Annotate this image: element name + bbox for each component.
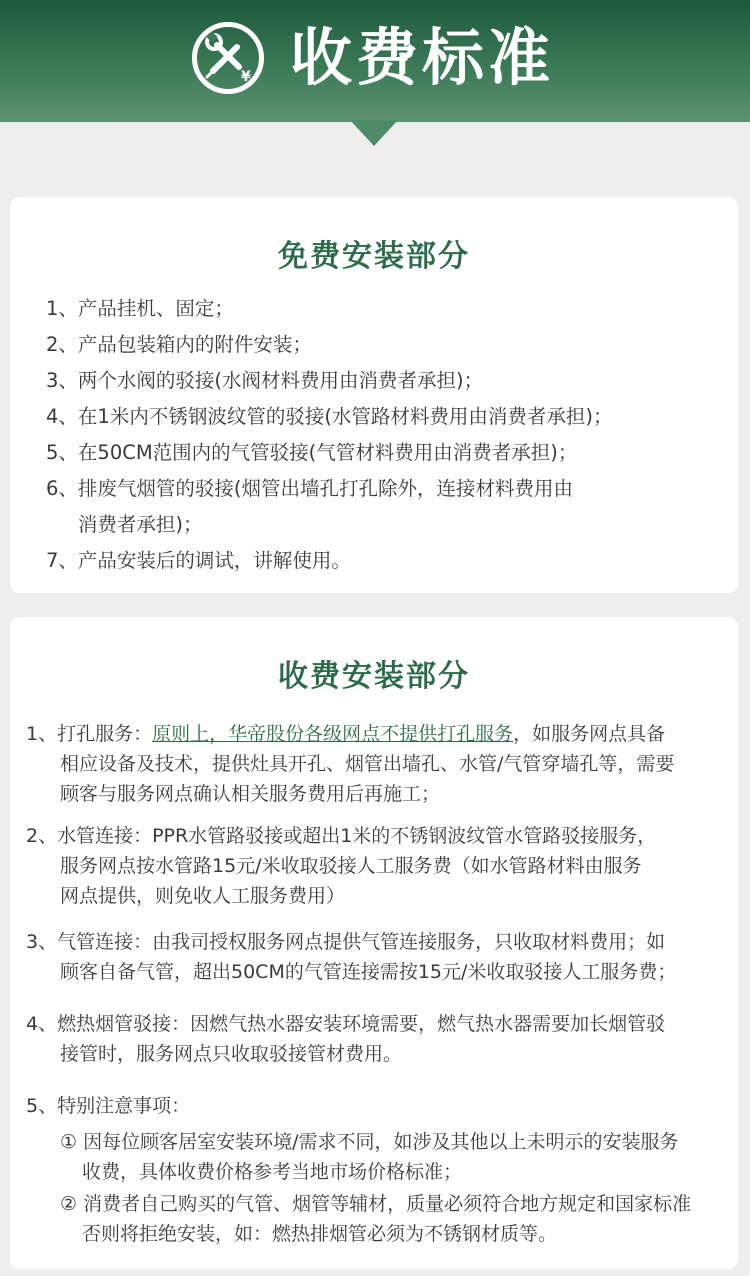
paid-install-card bbox=[10, 617, 738, 1269]
paid-item-line: 3、气管连接：由我司授权服务网点提供气管连接服务，只收取材料费用；如 bbox=[26, 931, 666, 953]
item-number: 6、 bbox=[46, 477, 78, 500]
list-item bbox=[46, 471, 726, 543]
paid-item-flue-pipe bbox=[26, 1009, 726, 1069]
paid-item-line: 4、燃热烟管驳接：因燃气热水器安装环境需要，燃气热水器需要加长烟管驳 bbox=[26, 1013, 666, 1035]
item-text: 在50CM范围内的气管驳接(气管材料费用由消费者承担)； bbox=[77, 441, 578, 464]
paid-item-line: 2、水管连接：PPR水管路驳接或超出1米的不锈钢波纹管水管路驳接服务， bbox=[26, 825, 657, 847]
item-text: 产品包装箱内的附件安装； bbox=[77, 333, 312, 356]
item-text: ，如服务网点具备 bbox=[513, 723, 666, 745]
free-section-title: 免费安装部分 bbox=[278, 239, 470, 274]
list-item bbox=[46, 327, 726, 363]
note-line: 否则将拒绝安装，如：燃热排烟管必须为不锈钢材质等。 bbox=[82, 1223, 558, 1245]
paid-item-line: 顾客自备气管，超出50CM的气管连接需按15元/米收取驳接人工服务费； bbox=[60, 961, 677, 983]
item-number: 7、 bbox=[46, 549, 78, 572]
highlight-text: 原则上，华帝股份各级网点不提供打孔服务 bbox=[152, 723, 514, 745]
paid-item-drilling bbox=[26, 719, 726, 809]
note-line: ② 消费者自己购买的气管、烟管等辅材，质量必须符合地方规定和国家标准 bbox=[60, 1193, 692, 1215]
note-item bbox=[60, 1189, 724, 1249]
header-banner bbox=[0, 0, 750, 122]
free-install-list bbox=[46, 291, 726, 579]
paid-item-line: 顾客与服务网点确认相关服务费用后再施工； bbox=[60, 783, 441, 805]
header-pointer bbox=[350, 120, 398, 146]
list-item bbox=[46, 399, 726, 435]
paid-item-gas-pipe bbox=[26, 927, 726, 987]
item-text-line: 排废气烟管的驳接(烟管出墙孔打孔除外，连接材料费用由 bbox=[77, 477, 574, 500]
paid-item-water-pipe bbox=[26, 821, 726, 911]
page-title: 收费标准 bbox=[290, 21, 555, 94]
paid-item-line: 5、特别注意事项： bbox=[26, 1095, 191, 1117]
item-text: 产品安装后的调试，讲解使用。 bbox=[77, 549, 351, 572]
paid-item-line bbox=[26, 719, 726, 749]
item-text: 两个水阀的驳接(水阀材料费用由消费者承担)； bbox=[77, 369, 484, 392]
free-install-card bbox=[10, 197, 738, 593]
item-prefix: 1、打孔服务： bbox=[26, 723, 153, 745]
note-line: 收费，具体收费价格参考当地市场价格标准； bbox=[82, 1161, 463, 1183]
item-text bbox=[78, 471, 726, 543]
note-line: ① 因每位顾客居室安装环境/需求不同，如涉及其他以上未明示的安装服务 bbox=[60, 1131, 679, 1153]
paid-item-line: 网点提供，则免收人工服务费用） bbox=[60, 885, 346, 907]
item-number: 2、 bbox=[46, 333, 78, 356]
note-item bbox=[60, 1127, 724, 1187]
item-number: 4、 bbox=[46, 405, 78, 428]
list-item bbox=[46, 363, 726, 399]
item-text: 产品挂机、固定； bbox=[77, 297, 234, 320]
list-item bbox=[46, 291, 726, 327]
list-item bbox=[46, 435, 726, 471]
paid-item-line: 接管时，服务网点只收取驳接管材费用。 bbox=[60, 1043, 403, 1065]
list-item bbox=[46, 543, 726, 579]
item-number: 1、 bbox=[46, 297, 78, 320]
paid-item-line: 服务网点按水管路15元/米收取驳接人工服务费（如水管路材料由服务 bbox=[60, 855, 642, 877]
item-text: 在1米内不锈钢波纹管的驳接(水管路材料费用由消费者承担)； bbox=[77, 405, 613, 428]
item-text-line: 消费者承担)； bbox=[77, 513, 203, 536]
paid-section-title: 收费安装部分 bbox=[278, 659, 470, 694]
wrench-screwdriver-yen-icon bbox=[192, 22, 264, 94]
item-number: 3、 bbox=[46, 369, 78, 392]
svg-text:¥: ¥ bbox=[241, 69, 251, 85]
paid-item-notes-heading bbox=[26, 1091, 726, 1121]
item-number: 5、 bbox=[46, 441, 78, 464]
paid-item-line: 相应设备及技术，提供灶具开孔、烟管出墙孔、水管/气管穿墙孔等，需要 bbox=[60, 753, 675, 775]
